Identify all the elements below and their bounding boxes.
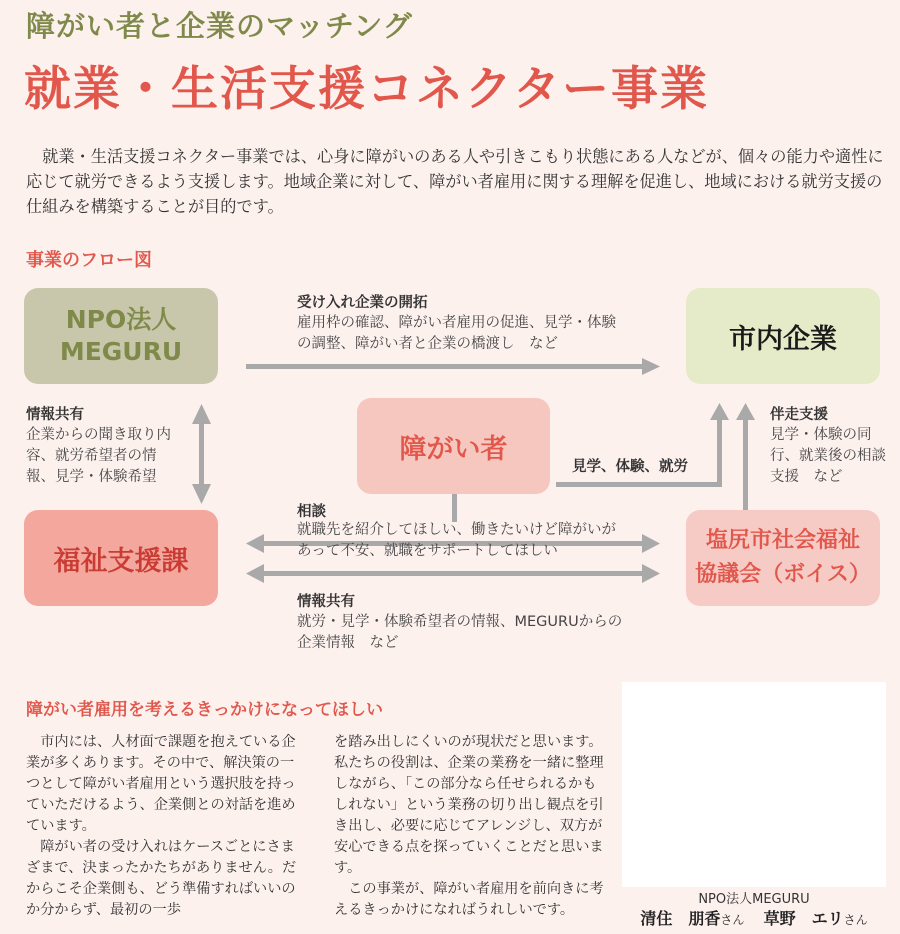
article-heading: 障がい者雇用を考えるきっかけになってほしい — [26, 700, 383, 720]
arrow-npo-welfare-head-down — [192, 484, 211, 504]
bottom-info-title: 情報共有 — [297, 594, 355, 610]
col2-paragraph-2: この事業が、障がい者雇用を前向きに考えるきっかけになればうれしいです。 — [334, 881, 604, 918]
staff-photo — [622, 682, 886, 887]
caption-name-2: 草野 エリ — [763, 909, 844, 928]
article-column-1 — [26, 732, 298, 921]
box-council-line1: 塩尻市社会福祉 — [705, 528, 860, 553]
box-npo-line1: NPO法人 — [65, 305, 177, 334]
arrow-npo-welfare — [199, 420, 204, 488]
top-arrow-title: 受け入れ企業の開拓 — [297, 295, 428, 311]
line-person-down — [452, 494, 457, 522]
col1-paragraph-2: 障がい者の受け入れはケースごとにさまざまで、決まったかたちがありません。だからこそ企業側も、どう準備すればいいのか分からず、最初の一歩 — [26, 839, 297, 918]
page-subtitle: 障がい者と企業のマッチング — [26, 9, 413, 43]
box-council-line2: 協議会（ボイス） — [695, 562, 871, 587]
box-welfare-division: 福祉支援課 — [24, 510, 218, 606]
person-arrow-label: 見学、体験、就労 — [572, 459, 688, 475]
box-city-companies: 市内企業 — [686, 288, 880, 384]
photo-caption-org: NPO法人MEGURU — [698, 892, 810, 907]
arrow-npo-to-city-head — [642, 358, 660, 375]
arrow-info-bottom-head-right — [642, 564, 660, 583]
arrow-person-to-city-v — [717, 418, 722, 487]
consult-title: 相談 — [297, 504, 326, 520]
arrow-person-to-city-h — [556, 482, 722, 487]
arrow-person-to-city-head — [710, 403, 729, 420]
top-arrow-text: 雇用枠の確認、障がい者雇用の促進、見学・体験の調整、障がい者と企業の橋渡し など — [297, 315, 616, 352]
left-info-title: 情報共有 — [26, 407, 84, 423]
arrow-council-to-city — [743, 418, 748, 510]
intro-paragraph: 就業・生活支援コネクター事業では、心身に障がいのある人や引きこもり状態にある人などが、個々の能力や適性に応じて就労できるよう支援します。地域企業に対して、障がい者雇用に関する理解を促進し、地域における就労支援の仕組みを構築することが目的です。 — [26, 147, 884, 216]
box-npo-line2: MEGURU — [59, 337, 183, 366]
consult-text: 就職先を紹介してほしい、働きたいけど障がいがあって不安、就職をサポートしてほしい — [297, 522, 616, 559]
box-npo-meguru — [24, 288, 218, 384]
photo-caption-names — [622, 906, 886, 929]
flow-heading: 事業のフロー図 — [26, 250, 152, 271]
col2-paragraph-1: を踏み出しにくいのが現状だと思います。私たちの役割は、企業の業務を一緒に整理しながら、「この部分なら任せられるかもしれない」という業務の切り出し観点を引き出し、必要に応じてアレンジし、双方が安心できる点を探っていくことだと思います。 — [334, 734, 604, 876]
right-support-text: 見学・体験の同行、就業後の相談支援 など — [770, 427, 886, 485]
box-disabled-person: 障がい者 — [357, 398, 550, 494]
bottom-info-text: 就労・見学・体験希望者の情報、MEGURUからの企業情報 など — [297, 614, 623, 651]
arrow-npo-welfare-head-up — [192, 404, 211, 424]
caption-honorific-1: さん — [720, 913, 745, 927]
caption-name-1: 清住 朋香 — [640, 909, 721, 928]
caption-honorific-2: さん — [843, 913, 868, 927]
page-title: 就業・生活支援コネクター事業 — [24, 62, 710, 117]
arrow-consult-head-right — [642, 534, 660, 553]
left-info-text: 企業からの聞き取り内容、就労希望者の情報、見学・体験希望 — [26, 427, 171, 485]
col1-paragraph-1: 市内には、人材面で課題を抱えている企業が多くあります。その中で、解決策の一つとして障がい者雇用という選択肢を持っていただけるよう、企業側との対話を進めています。 — [26, 734, 296, 834]
arrow-info-bottom — [262, 571, 644, 576]
right-support-title: 伴走支援 — [770, 407, 828, 423]
article-column-2 — [334, 732, 606, 921]
arrow-consult-head-left — [246, 534, 264, 553]
arrow-council-to-city-head — [736, 403, 755, 420]
box-social-welfare-council — [686, 510, 880, 606]
arrow-info-bottom-head-left — [246, 564, 264, 583]
arrow-npo-to-city — [246, 364, 644, 369]
